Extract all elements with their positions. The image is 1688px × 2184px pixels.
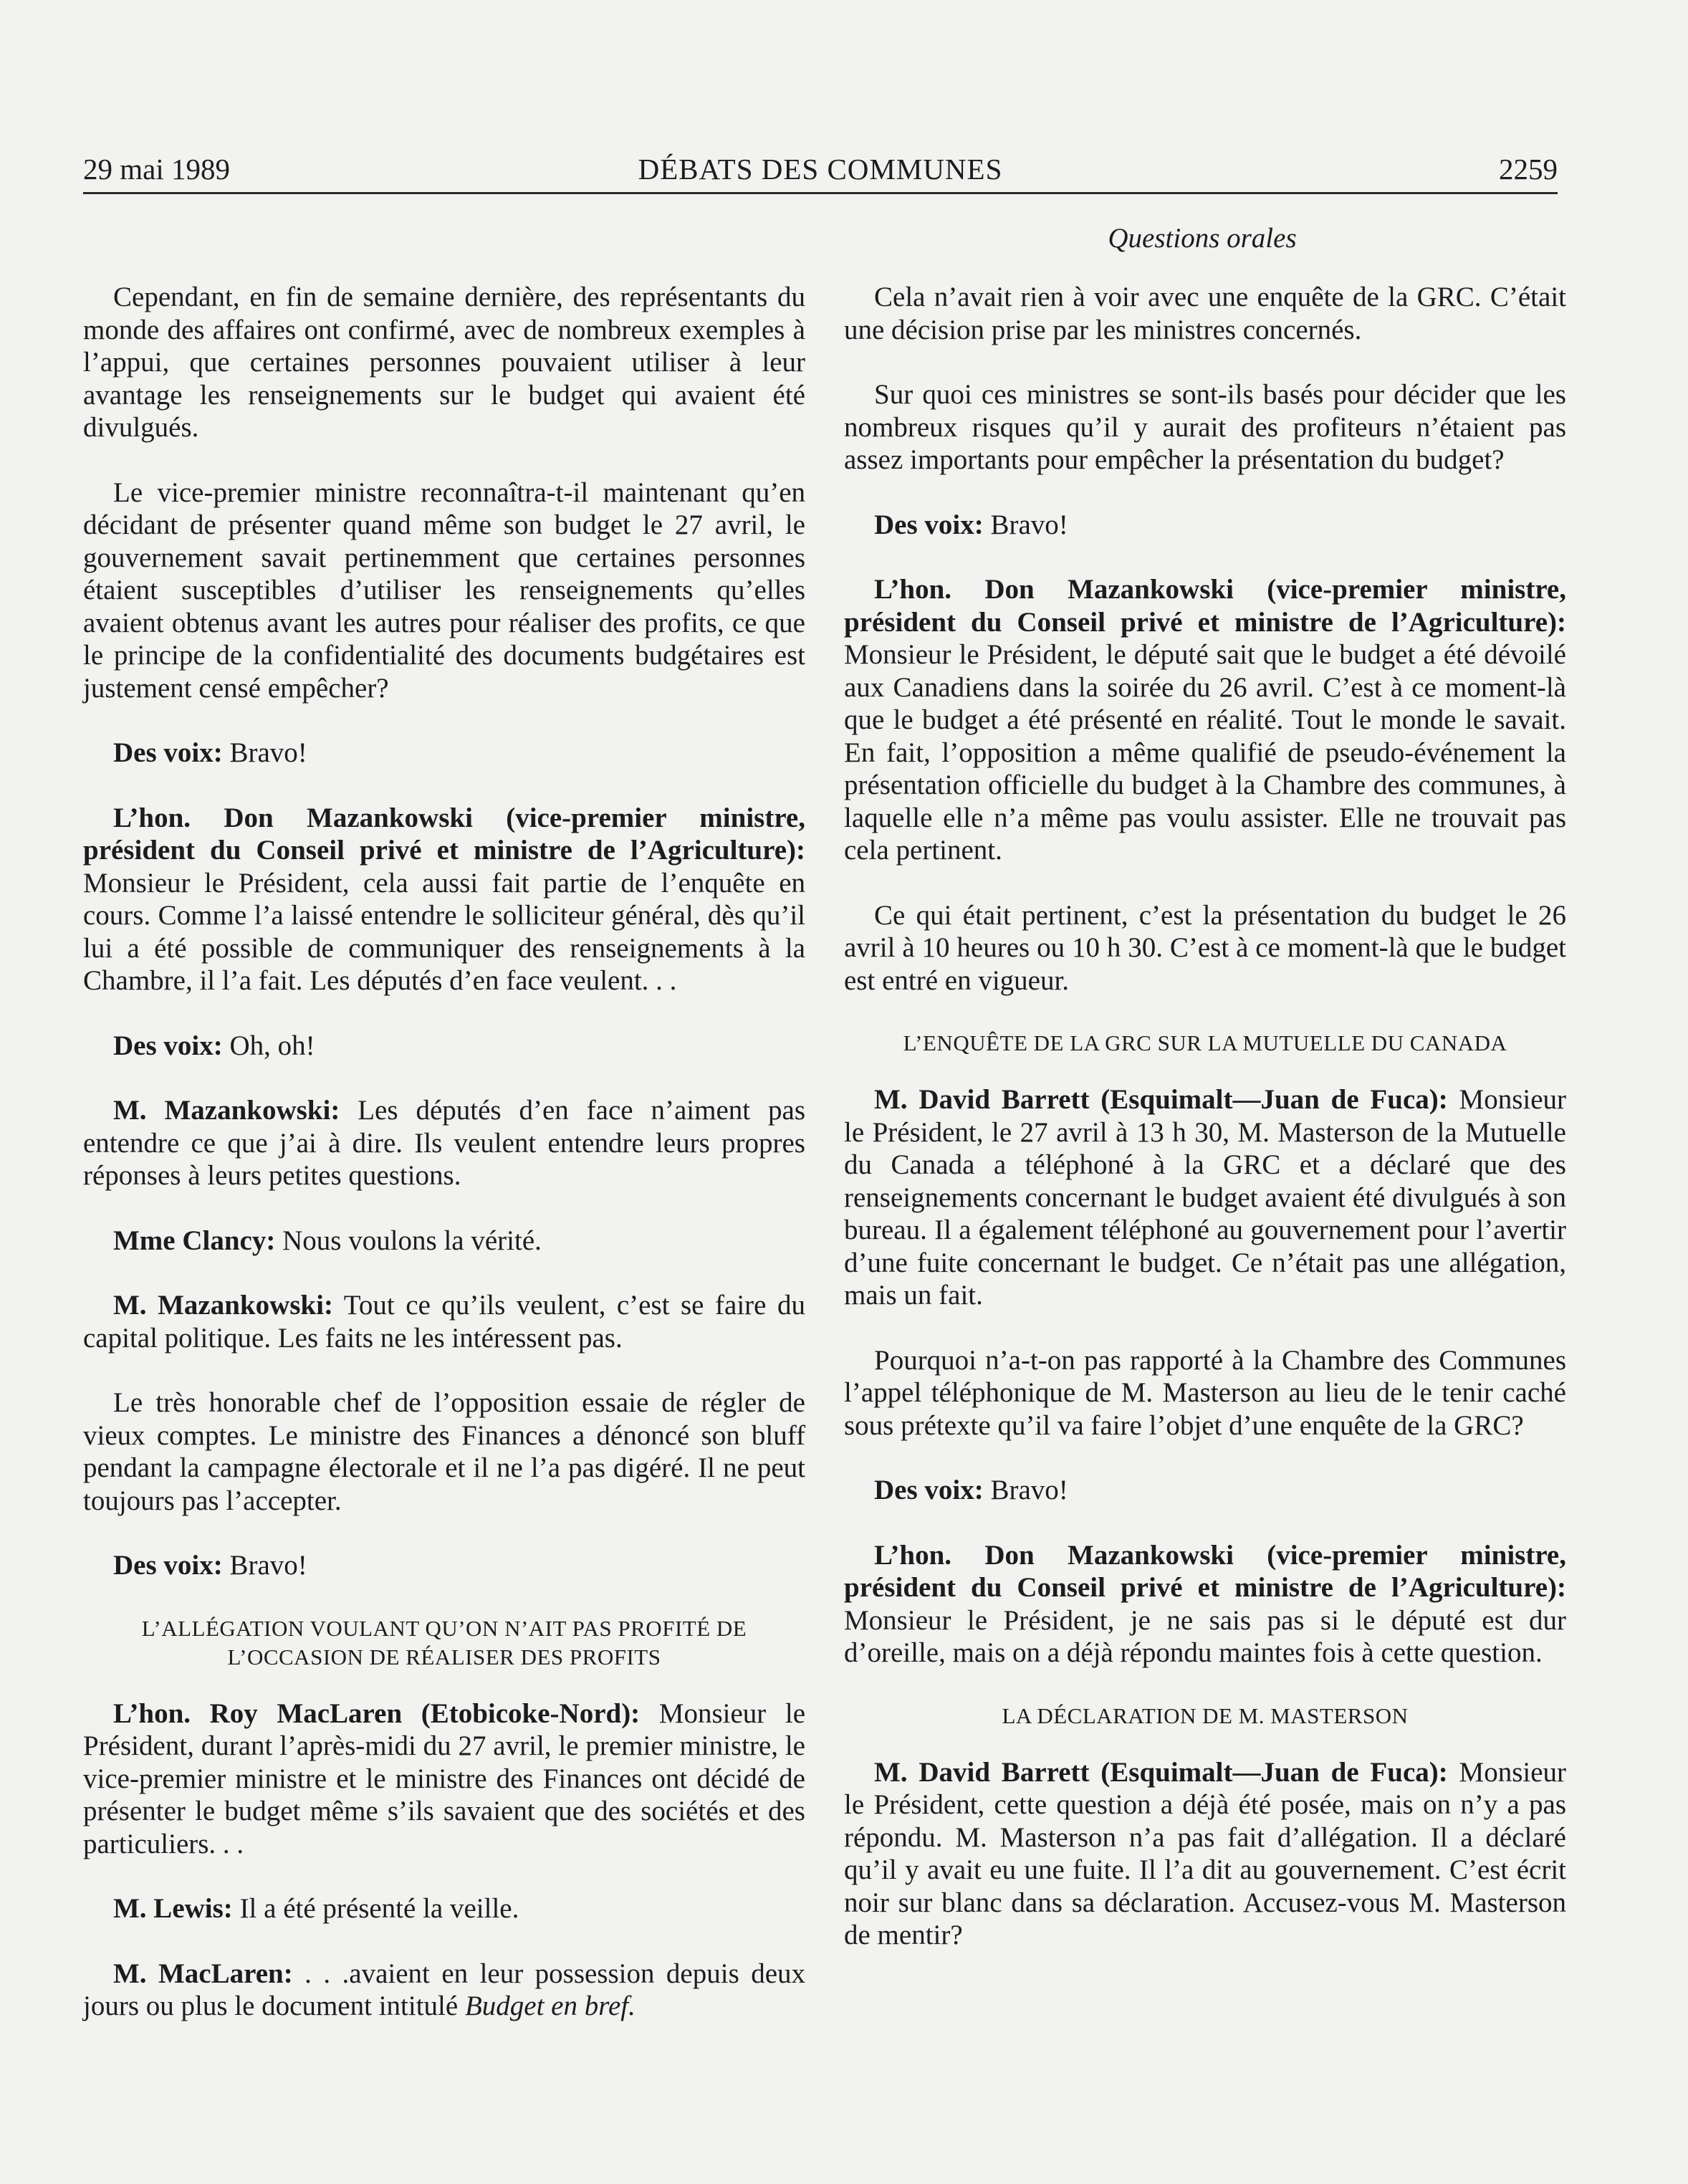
- speech: [844, 509, 1566, 542]
- speaker-name: M. Lewis:: [113, 1893, 233, 1924]
- speech-text: Bravo!: [983, 1475, 1068, 1505]
- speech: [844, 1756, 1566, 1952]
- speaker-name: L’hon. Don Mazankowski (vice-premier ministre, président du Conseil privé et ministre de l’Agriculture):: [83, 802, 805, 866]
- speaker-name: L’hon. Don Mazankowski (vice-premier ministre, président du Conseil privé et ministre de l’Agriculture):: [844, 1539, 1566, 1603]
- speech: [83, 1892, 805, 1925]
- paragraph: Le très honorable chef de l’opposition essaie de régler de vieux comptes. Le ministre des Finances a dénoncé son bluff pendant la campagne électorale et il ne l’a pas digéré. Il ne peut toujours pas l’accepter.: [83, 1387, 805, 1516]
- right-column: [844, 281, 1566, 1984]
- speech-text: Tout ce qu’ils veulent, c’est se faire du capital politique. Les faits ne les intéressent pas.: [83, 1290, 805, 1354]
- speaker-name: M. David Barrett (Esquimalt—Juan de Fuca):: [874, 1756, 1448, 1788]
- speaker-name: Des voix:: [113, 1030, 223, 1061]
- speaker-name: Mme Clancy:: [113, 1225, 276, 1256]
- speaker-name: Des voix:: [113, 1550, 223, 1581]
- speech-text: Les députés d’en face n’aiment pas entendre ce que j’ai à dire. Ils veulent entendre leurs propres réponses à leurs petites questions.: [83, 1095, 805, 1191]
- speaker-name: Des voix:: [874, 1475, 984, 1505]
- section-label: Questions orales: [1108, 223, 1297, 254]
- speech: [83, 1225, 805, 1258]
- speech: [83, 1697, 805, 1861]
- paragraph: Le vice-premier ministre reconnaîtra-t-il maintenant qu’en décidant de présenter quand même son budget le 27 avril, le gouvernement savait pertinemment que certaines personnes étaient susceptibles d’utiliser les renseignements qu’elles avaient obtenus avant les autres pour réaliser des profits, ce que le principe de la confidentialité des documents budgétaires est justement censé empêcher?: [83, 476, 805, 704]
- section-heading: LA DÉCLARATION DE M. MASTERSON: [1002, 1702, 1409, 1728]
- page-title: DÉBATS DES COMMUNES: [638, 153, 1003, 186]
- paragraph: Sur quoi ces ministres se sont-ils basés pour décider que les nombreux risques qu’il y aurait des profiteurs n’étaient pas assez importants pour empêcher la présentation du budget?: [844, 379, 1566, 475]
- speech-text: Monsieur le Président, cette question a déjà été posée, mais on n’y a pas répondu. M. Masterson n’a pas fait d’allégation. Il a déclaré qu’il y avait eu une fuite. Il l’a dit au gouvernement. C’est écrit noir sur blanc dans sa déclaration. Accusez-vous M. Masterson de mentir?: [844, 1756, 1566, 1950]
- page-number: 2259: [1499, 153, 1558, 186]
- speaker-name: M. Mazankowski:: [113, 1095, 340, 1126]
- left-column: [83, 281, 805, 2055]
- speech-text: Bravo!: [222, 1550, 307, 1581]
- speech: [83, 802, 805, 997]
- speech-text: Il a été présenté la veille.: [232, 1893, 519, 1924]
- speech: [83, 1094, 805, 1192]
- section-heading: L’ENQUÊTE DE LA GRC SUR LA MUTUELLE DU CANADA: [903, 1030, 1507, 1055]
- paragraph: Cependant, en fin de semaine dernière, des représentants du monde des affaires ont confirmé, avec de nombreux exemples à l’appui, que certaines personnes pouvaient utiliser à leur avantage les renseignements sur le budget qui avaient été divulgués.: [83, 282, 805, 443]
- speech: [83, 1958, 805, 2023]
- speech: [83, 1549, 805, 1582]
- speech-text: Monsieur le Président, je ne sais pas si le député est dur d’oreille, mais on a déjà répondu maintes fois à cette question.: [844, 1604, 1566, 1668]
- speaker-name: M. Mazankowski:: [113, 1290, 333, 1321]
- speech-text: . . .avaient en leur possession depuis deux jours ou plus le document intitulé: [83, 1958, 806, 2021]
- speaker-name: M. MacLaren:: [113, 1958, 293, 1989]
- page-date: 29 mai 1989: [83, 153, 230, 186]
- speech: [83, 1289, 805, 1354]
- speaker-name: L’hon. Roy MacLaren (Etobicoke-Nord):: [113, 1697, 641, 1729]
- speech: [844, 1083, 1566, 1312]
- speaker-name: L’hon. Don Mazankowski (vice-premier ministre, président du Conseil privé et ministre de l’Agriculture):: [844, 574, 1566, 638]
- paragraph: Cela n’avait rien à voir avec une enquête de la GRC. C’était une décision prise par les ministres concernés.: [844, 282, 1566, 345]
- speech-text: Monsieur le Président, le député sait que le budget a été dévoilé aux Canadiens dans la soirée du 26 avril. C’est à ce moment-là que le budget a été présenté en réalité. Tout le monde le savait. En fait, l’opposition a même qualifié de pseudo-événement la présentation officielle du budget à la Chambre des communes, à laquelle elle n’a même pas voulu assister. Elle ne trouvait pas cela pertinent.: [844, 639, 1566, 866]
- speaker-name: M. David Barrett (Esquimalt—Juan de Fuca):: [874, 1084, 1448, 1115]
- speech: [83, 1030, 805, 1063]
- speech: [844, 573, 1566, 867]
- speech-text: Nous voulons la vérité.: [275, 1225, 542, 1256]
- paragraph: Ce qui était pertinent, c’est la présentation du budget le 26 avril à 10 heures ou 10 h 30. C’est à ce moment-là que le budget est entré en vigueur.: [844, 899, 1566, 996]
- speech-text: Bravo!: [222, 737, 307, 768]
- section-heading: L’ALLÉGATION VOULANT QU’ON N’AIT PAS PROFITÉ DE L’OCCASION DE RÉALISER DES PROFITS: [141, 1615, 747, 1670]
- speech: [83, 737, 805, 770]
- speech: [844, 1539, 1566, 1670]
- speech-text: Monsieur le Président, cela aussi fait partie de l’enquête en cours. Comme l’a laissé entendre le solliciteur général, dès qu’il lui a été possible de communiquer des renseignements à la Chambre, il l’a fait. Les députés d’en face veulent. . .: [83, 867, 805, 996]
- document-title: Budget en bref.: [464, 1991, 636, 2021]
- speech: [844, 1474, 1566, 1507]
- page-header: [83, 149, 1558, 194]
- paragraph: Pourquoi n’a-t-on pas rapporté à la Chambre des Communes l’appel téléphonique de M. Masterson au lieu de le tenir caché sous prétexte qu’il va faire l’objet d’une enquête de la GRC?: [844, 1344, 1566, 1441]
- speaker-name: Des voix:: [874, 509, 984, 540]
- speech-text: Monsieur le Président, le 27 avril à 13 h 30, M. Masterson de la Mutuelle du Canada a téléphoné à la GRC et a déclaré que des renseignements concernant le budget avaient été divulgués à son bureau. Il a également téléphoné au gouvernement pour l’avertir d’une fuite concernant le budget. Ce n’était pas une allégation, mais un fait.: [844, 1084, 1566, 1311]
- speech-text: Monsieur le Président, durant l’après-midi du 27 avril, le premier ministre, le vice-premier ministre et le ministre des Finances ont décidé de présenter le budget même s’ils savaient que des sociétés et des particuliers. . .: [83, 1697, 806, 1859]
- speech-text: Oh, oh!: [222, 1030, 315, 1061]
- speaker-name: Des voix:: [113, 737, 223, 768]
- speech-text: Bravo!: [983, 509, 1068, 540]
